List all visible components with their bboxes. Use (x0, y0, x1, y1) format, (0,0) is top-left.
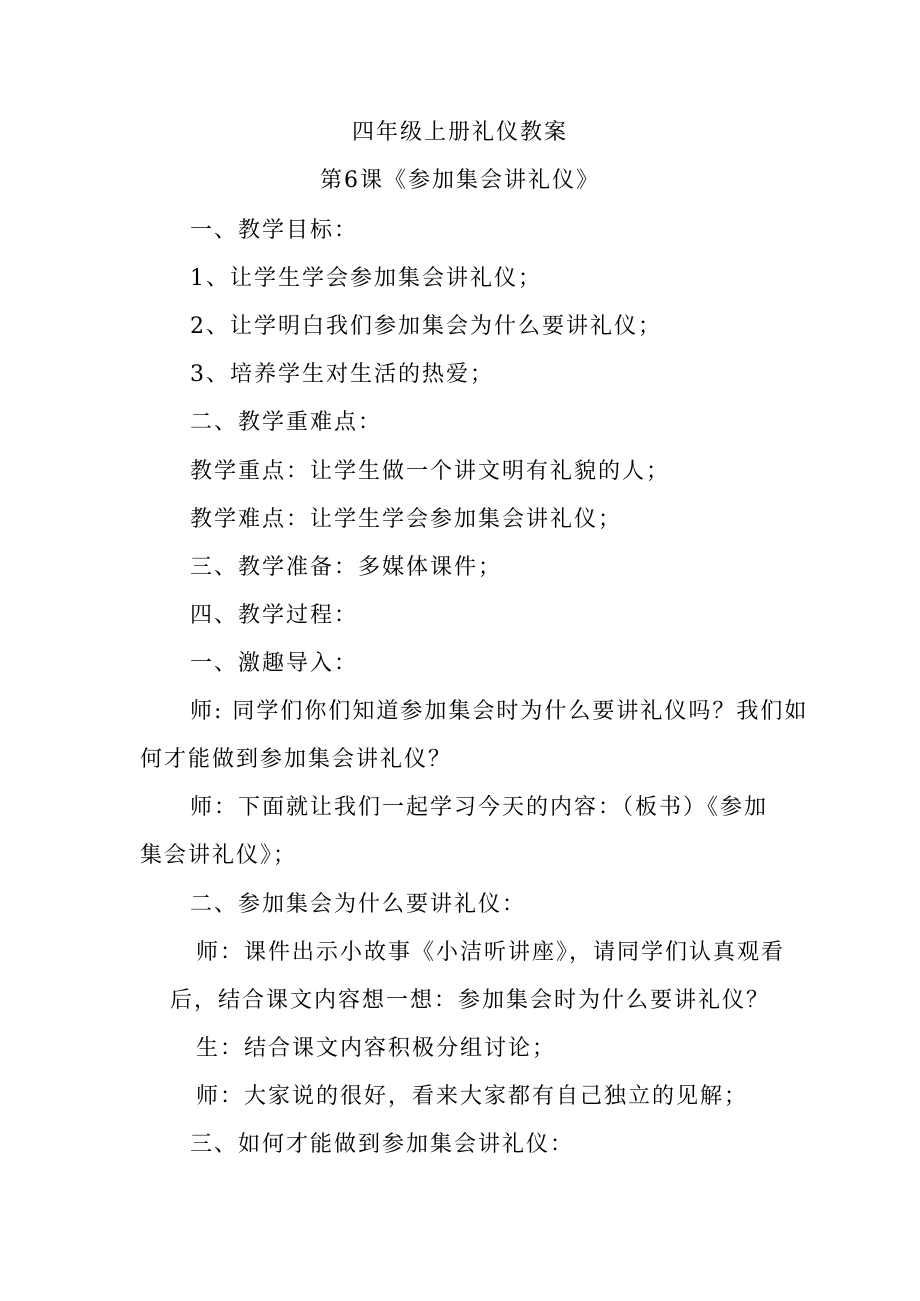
paragraph-line: 生：结合课文内容积极分组讨论； (196, 1036, 557, 1061)
section-heading-process: 四、教学过程： (190, 603, 359, 628)
objective-item-3: 3、培养学生对生活的热爱； (190, 362, 494, 387)
document-title: 四年级上册礼仪教案 (351, 120, 568, 145)
key-point-text: 教学重点：让学生做一个讲文明有礼貌的人； (190, 459, 671, 484)
paragraph-line: 集会讲礼仪》； (140, 843, 298, 868)
lesson-subtitle: 第6课《参加集会讲礼仪》 (320, 168, 600, 193)
preparation-text: 三、教学准备：多媒体课件； (190, 555, 503, 580)
paragraph-line: 后，结合课文内容想一想：参加集会时为什么要讲礼仪？ (170, 988, 771, 1013)
paragraph-line: 师：课件出示小故事《小洁听讲座》，请同学们认真观看 (196, 940, 786, 965)
paragraph-line: 师：下面就让我们一起学习今天的内容：（板书）《参加 (190, 795, 769, 820)
paragraph-line: 师: 同学们你们知道参加集会时为什么要讲礼仪吗？我们如 (190, 699, 809, 724)
difficult-point-text: 教学难点：让学生学会参加集会讲礼仪； (190, 507, 623, 532)
section-heading-key-points: 二、教学重难点： (190, 410, 383, 435)
paragraph-line: 何才能做到参加集会讲礼仪？ (140, 747, 453, 772)
section-heading-objectives: 一、教学目标： (190, 218, 359, 243)
step-heading-how: 三、如何才能做到参加集会讲礼仪： (190, 1132, 575, 1157)
objective-item-2: 2、让学明白我们参加集会为什么要讲礼仪； (190, 314, 662, 339)
step-heading-intro: 一、激趣导入： (190, 651, 359, 676)
paragraph-line: 师：大家说的很好，看来大家都有自己独立的见解； (196, 1084, 749, 1109)
objective-item-1: 1、让学生学会参加集会讲礼仪； (190, 266, 542, 291)
step-heading-why: 二、参加集会为什么要讲礼仪： (190, 892, 527, 917)
